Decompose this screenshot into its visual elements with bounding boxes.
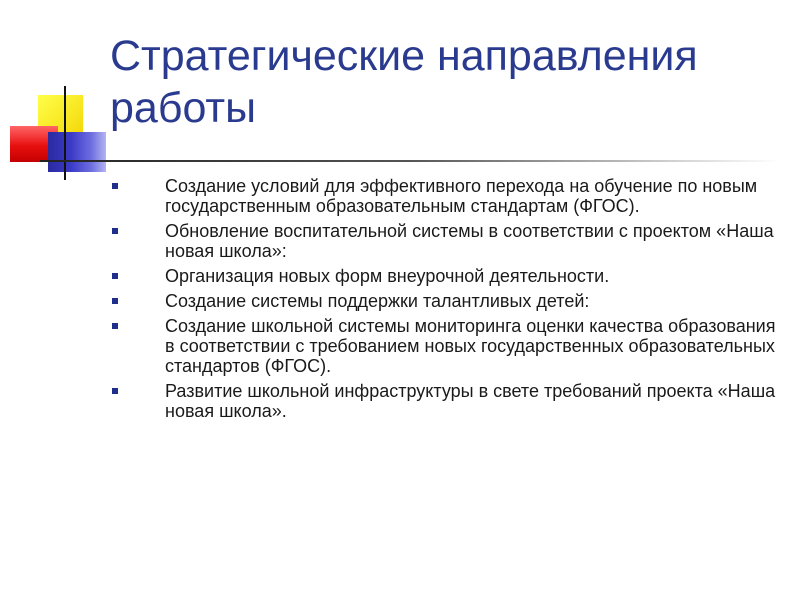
bullet-square-icon: [112, 298, 118, 304]
bullet-text: Организация новых форм внеурочной деятельности.: [165, 266, 610, 286]
bullet-text: Создание системы поддержки талантливых детей:: [165, 291, 590, 311]
bullet-item: [110, 221, 790, 261]
bullet-list: [110, 176, 790, 426]
bullet-item: [110, 381, 790, 421]
decorative-blue-square: [48, 132, 106, 172]
bullet-square-icon: [112, 228, 118, 234]
bullet-square-icon: [112, 183, 118, 189]
bullet-text: Обновление воспитательной системы в соответствии с проектом «Наша новая школа»:: [165, 221, 774, 261]
bullet-item: [110, 266, 790, 286]
title-divider-line: [40, 160, 780, 162]
bullet-text: Создание условий для эффективного перехода на обучение по новым государственным образовательным стандартам (ФГОС).: [165, 176, 758, 216]
bullet-square-icon: [112, 388, 118, 394]
bullet-square-icon: [112, 273, 118, 279]
decorative-vertical-line: [64, 86, 66, 180]
bullet-text: Развитие школьной инфраструктуры в свете требований проекта «Наша новая школа».: [165, 381, 776, 421]
bullet-item: [110, 176, 790, 216]
bullet-square-icon: [112, 323, 118, 329]
bullet-text: Создание школьной системы мониторинга оценки качества образования в соответствии с требованием новых государственных образовательных стандартов (ФГОС).: [165, 316, 776, 376]
slide-title: Стратегические направления работы: [110, 32, 698, 132]
bullet-item: [110, 316, 790, 376]
bullet-item: [110, 291, 790, 311]
